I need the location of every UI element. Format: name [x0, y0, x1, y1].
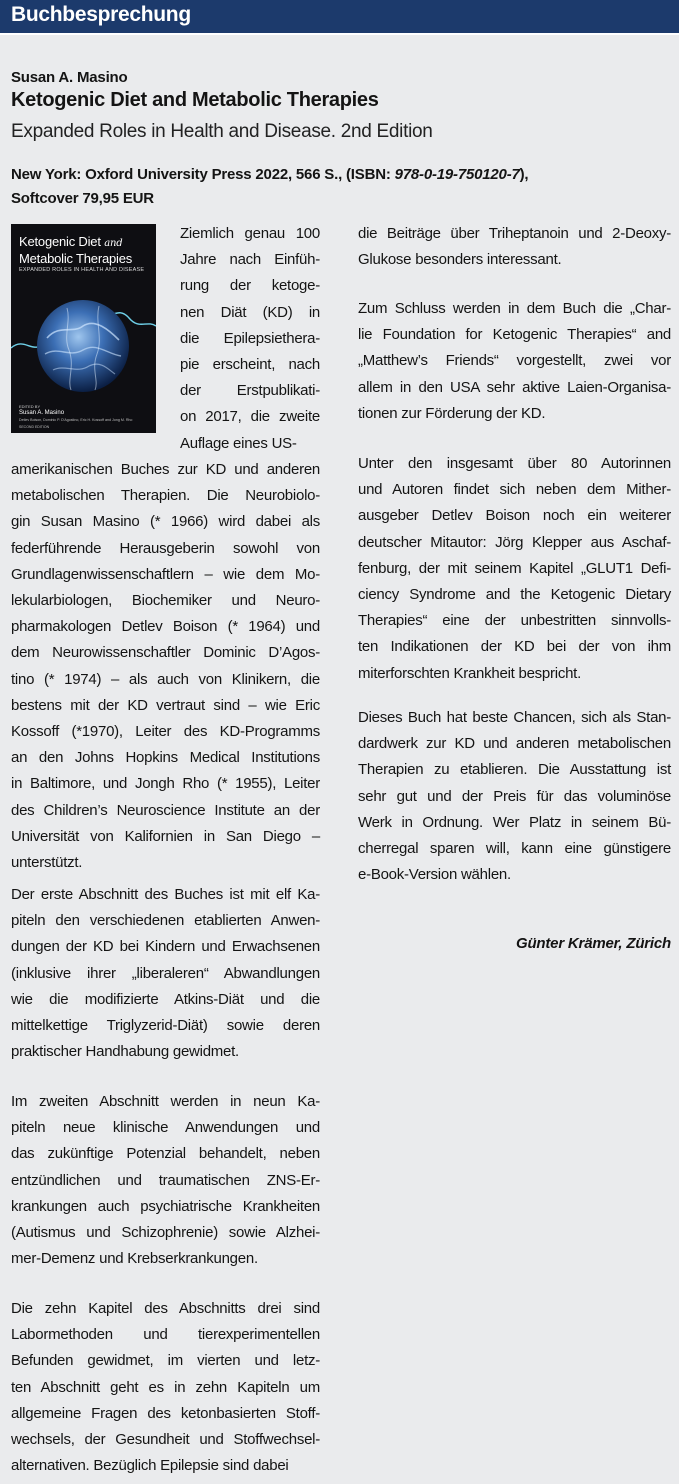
- text-line: Der erste Abschnitt des Buches ist mit elf Ka-: [11, 886, 320, 903]
- text-line: allem in den USA sehr aktive Laien-Organisa-: [358, 378, 671, 396]
- text-line: Werk in Ordnung. Wer Platz in seinem Bü-: [358, 813, 671, 831]
- publication-details: New York: Oxford University Press 2022, 566 S., (ISBN:: [11, 166, 395, 183]
- book-title: Ketogenic Diet and Metabolic Therapies: [11, 89, 379, 111]
- text-line: Kossoff (*1970), Leiter des KD-Programms: [11, 723, 320, 741]
- cover-editor: Susan A. Masino: [19, 410, 65, 416]
- text-line: federführende Herausgeberin sowohl von: [11, 539, 320, 557]
- text-line: allgemeine Fragen des ketonbasierten Stoff-: [11, 1404, 320, 1422]
- text-line: mittelkettige Triglyzerid-Diät) sowie deren: [11, 1017, 320, 1035]
- section-header-bar: [0, 0, 679, 33]
- text-line: pharmakologen Detlev Boison (* 1964) und: [11, 618, 320, 636]
- text-line: Grundlagenwissenschaftlern – wie dem Mo-: [11, 565, 320, 583]
- text-line: sehr gut und der Preis für das voluminöse: [358, 787, 671, 805]
- review-intro-wrapped: [180, 221, 320, 457]
- text-line: (Autismus und Schizophrenie) sowie Alzhei-: [11, 1224, 320, 1242]
- text-line: Labormethoden und tierexperimentellen: [11, 1326, 320, 1344]
- book-subtitle: Expanded Roles in Health and Disease. 2nd Edition: [11, 121, 433, 142]
- text-line: Auflage eines US-: [180, 434, 297, 452]
- reviewer-signature: Günter Krämer, Zürich: [515, 935, 671, 952]
- text-line: Dieses Buch hat beste Chancen, sich als Stan-: [358, 709, 671, 726]
- text-line: dem Neurowissenschaftler Dominic D’Agos-: [11, 644, 320, 662]
- text-line: e-Book-Version wählen.: [358, 866, 511, 884]
- text-line: cherregal sparen will, kann eine günstigere: [358, 840, 671, 858]
- text-line: tino (* 1974) – als auch von Klinikern, die: [11, 670, 320, 688]
- cover-edited-by: EDITED BY: [19, 404, 41, 409]
- text-line: nen Diät (KD) in: [180, 303, 320, 321]
- review-section-two: [11, 1089, 320, 1272]
- text-line: Jahre nach Einfüh-: [180, 251, 320, 269]
- text-line: Zum Schluss werden in dem Buch die „Char-: [358, 300, 671, 317]
- text-line: des Children’s Neuroscience Institute an der: [11, 801, 320, 819]
- text-line: Die zehn Kapitel des Abschnitts drei sind: [11, 1300, 320, 1317]
- text-line: lie Foundation for Ketogenic Therapies“ and: [358, 326, 671, 344]
- cover-title: [19, 234, 132, 266]
- cover-title-and: and: [104, 238, 123, 249]
- text-line: miterforschten Krankheit bespricht.: [358, 664, 582, 682]
- text-line: pie erscheint, nach: [180, 356, 320, 374]
- text-line: Glukose besonders interessant.: [358, 251, 562, 269]
- review-right-authors: [358, 451, 671, 687]
- section-header-title: Buchbesprechung: [11, 3, 191, 26]
- text-line: Unter den insgesamt über 80 Autorinnen: [358, 455, 671, 472]
- text-line: wechsels, der Gesundheit und Stoffwechsel-: [11, 1431, 320, 1449]
- text-line: dungen der KD bei Kindern und Erwachsenen: [11, 938, 320, 956]
- brain-globe-illustration: [11, 276, 156, 404]
- text-line: gin Susan Masino (* 1966) wird dabei als: [11, 513, 320, 531]
- text-line: rung der ketoge-: [180, 277, 320, 295]
- text-line: die Beiträge über Triheptanoin und 2-Deoxy-: [358, 225, 671, 242]
- text-line: entzündlichen und traumatischen ZNS-Er-: [11, 1171, 320, 1189]
- text-line: dardwerk zur KD und anderen metabolischen: [358, 735, 671, 753]
- text-line: Therapies“ eine der unbestritten sinnvolls-: [358, 612, 671, 630]
- review-section-one: [11, 882, 320, 1065]
- text-line: deutscher Mitautor: Jörg Klepper aus Aschaf-: [358, 533, 671, 551]
- text-line: ten Indikationen der KD bei der von ihm: [358, 638, 671, 656]
- globe-shape: [37, 300, 129, 392]
- text-line: Ziemlich genau 100: [180, 225, 320, 242]
- text-line: ten Abschnitt geht es in zehn Kapiteln um: [11, 1378, 320, 1396]
- text-line: ciency Syndrome and the Ketogenic Dietary: [358, 586, 671, 604]
- text-line: „Matthew’s Friends“ vorgestellt, zwei vor: [358, 352, 671, 370]
- text-line: alternativen. Bezüglich Epilepsie sind dabei: [11, 1457, 289, 1475]
- isbn-number: 978-0-19-750120-7: [394, 166, 520, 183]
- review-section-three: [11, 1296, 320, 1479]
- review-right-closing: [358, 296, 671, 427]
- book-cover-image: [11, 224, 156, 433]
- text-line: Im zweiten Abschnitt werden in neun Ka-: [11, 1093, 320, 1110]
- text-line: mer-Demenz und Krebserkrankungen.: [11, 1250, 258, 1268]
- text-line: Therapien zu etablieren. Die Ausstattung ist: [358, 761, 671, 779]
- cover-title-line1: Ketogenic Diet: [19, 234, 101, 249]
- cover-title-line2: Metabolic Therapies: [19, 251, 133, 266]
- text-line: die Epilepsiethera-: [180, 329, 320, 347]
- text-line: Befunden gewidmet, im vierten und letz-: [11, 1352, 320, 1370]
- cover-coeditors: Detlev Boison, Dominic P. D'Agostino, Eric H. Kossoff and Jong M. Rho: [19, 418, 133, 422]
- cover-subtitle: EXPANDED ROLES IN HEALTH AND DISEASE: [19, 267, 145, 273]
- text-line: fenburg, der mit seinem Kapitel „GLUT1 Defi-: [358, 559, 671, 577]
- text-line: der Erstpublikati-: [180, 382, 320, 400]
- text-line: (inklusive ihrer „liberaleren“ Abwandlungen: [11, 964, 320, 982]
- text-line: lekularbiologen, Biochemiker und Neuro-: [11, 592, 320, 610]
- review-right-continuation: [358, 221, 671, 273]
- review-right-verdict: [358, 705, 671, 888]
- book-author: Susan A. Masino: [11, 69, 128, 86]
- publication-suffix: ),: [519, 166, 529, 183]
- text-line: amerikanischen Buches zur KD und anderen: [11, 461, 320, 478]
- text-line: ausgeber Detlev Boison noch ein weiterer: [358, 507, 671, 525]
- text-line: on 2017, die zweite: [180, 408, 320, 426]
- header-divider: [0, 33, 679, 35]
- text-line: piteln den verschiedenen etablierten Anwen-: [11, 912, 320, 930]
- text-line: piteln neue klinische Anwendungen und: [11, 1119, 320, 1137]
- text-line: metabolischen Therapien. Die Neurobiolo-: [11, 487, 320, 505]
- cover-edition: SECOND EDITION: [19, 425, 50, 429]
- text-line: in Baltimore, und Jongh Rho (* 1955), Leiter: [11, 775, 320, 793]
- text-line: krankungen auch psychiatrische Krankheiten: [11, 1197, 320, 1215]
- text-line: das zukünftige Potenzial behandelt, neben: [11, 1145, 320, 1163]
- text-line: unterstützt.: [11, 854, 83, 872]
- publication-info: [11, 163, 671, 211]
- price-line: Softcover 79,95 EUR: [11, 190, 154, 207]
- text-line: und Autoren findet sich neben dem Mither-: [358, 481, 671, 499]
- text-line: tionen zur Förderung der KD.: [358, 404, 546, 422]
- text-line: Universität von Kalifornien in San Diego –: [11, 827, 320, 845]
- review-intro-full: [11, 457, 320, 876]
- text-line: wie die modifizierte Atkins-Diät und die: [11, 990, 320, 1008]
- text-line: an den Johns Hopkins Medical Institutions: [11, 749, 320, 767]
- text-line: bestens mit der KD vertraut sind – wie Eric: [11, 696, 320, 714]
- text-line: praktischer Handhabung gewidmet.: [11, 1043, 239, 1061]
